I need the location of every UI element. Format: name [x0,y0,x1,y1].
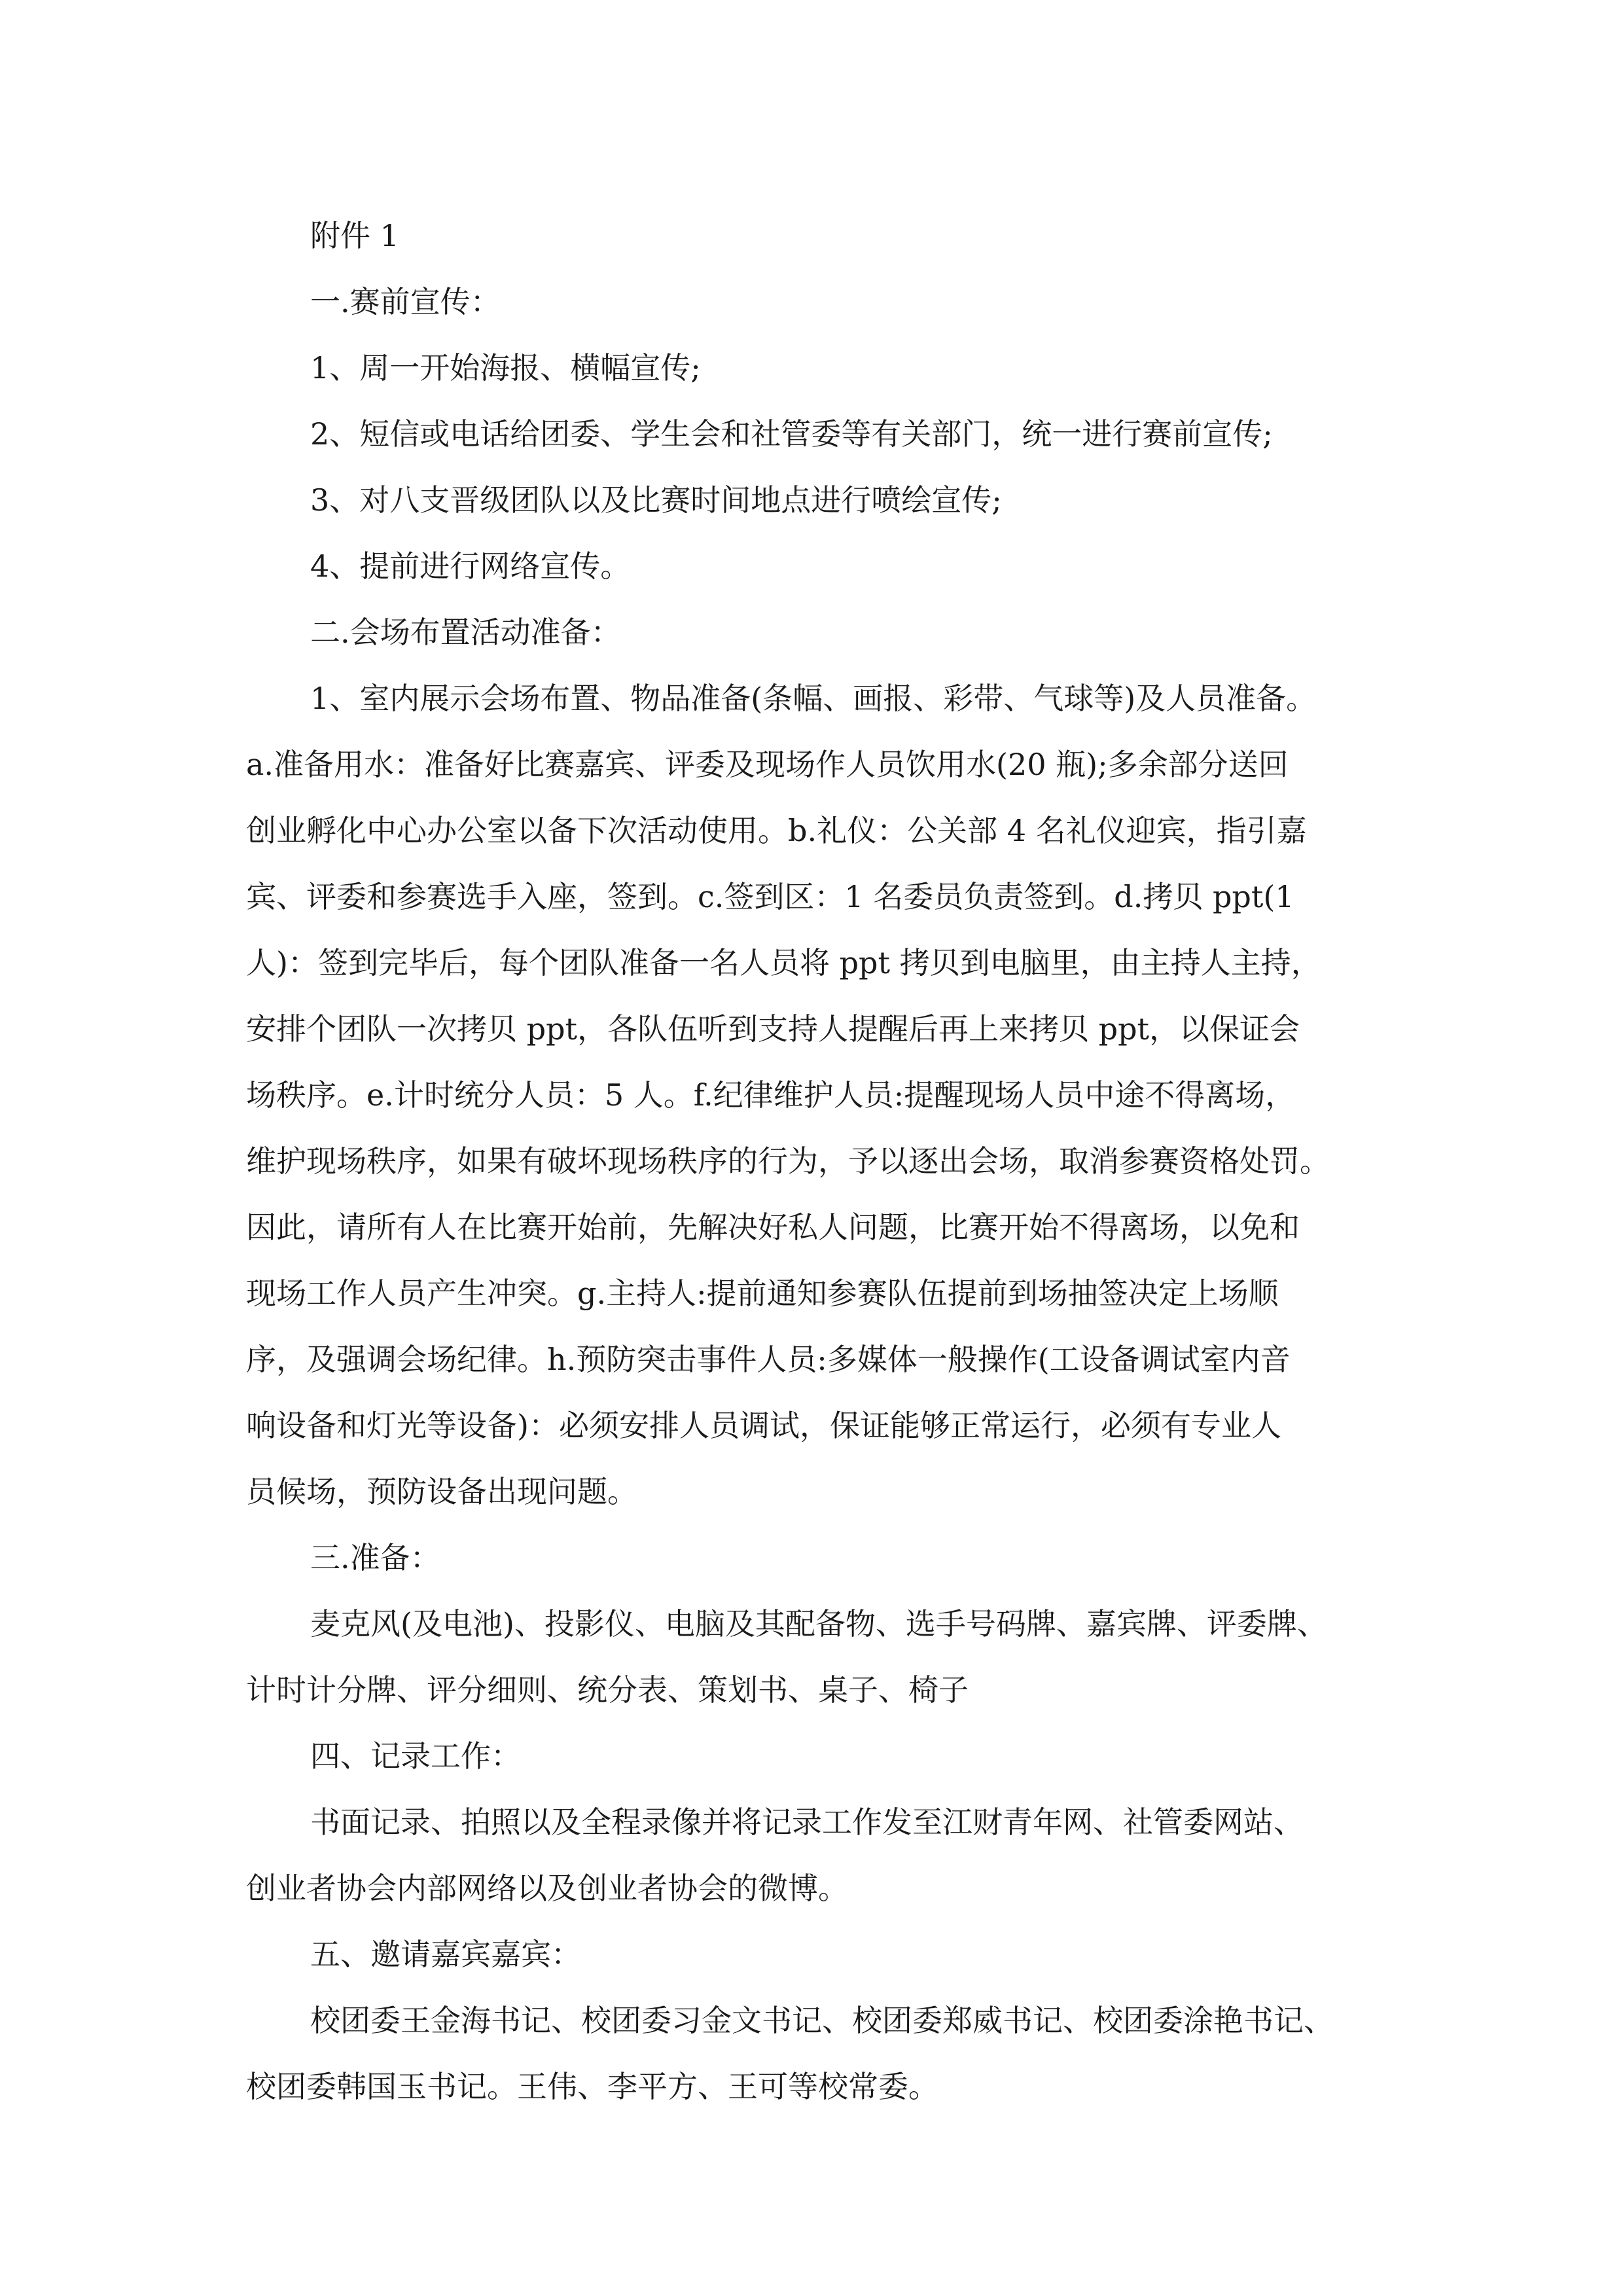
section-heading-venue: 二.会场布置活动准备： [310,615,621,650]
paragraph-line: 序，及强调会场纪律。h.预防突击事件人员:多媒体一般操作(工设备调试室内音 [246,1342,1291,1377]
paragraph-line: 校团委韩国玉书记。王伟、李平方、王可等校常委。 [246,2069,938,2104]
paragraph-line: 书面记录、拍照以及全程录像并将记录工作发至江财青年网、社管委网站、 [310,1804,1304,1840]
paragraph-line: 响设备和灯光等设备)：必须安排人员调试，保证能够正常运行，必须有专业人 [246,1408,1281,1443]
list-item: 4、提前进行网络宣传。 [310,548,631,584]
paragraph-line: 创业孵化中心办公室以备下次活动使用。b.礼仪：公关部 4 名礼仪迎宾，指引嘉 [246,813,1307,848]
section-heading-records: 四、记录工作： [310,1738,521,1774]
paragraph-line: 校团委王金海书记、校团委习金文书记、校团委郑威书记、校团委涂艳书记、 [310,2003,1334,2038]
list-item: 3、对八支晋级团队以及比赛时间地点进行喷绘宣传; [310,482,1002,518]
paragraph-line: 1、室内展示会场布置、物品准备(条幅、画报、彩带、气球等)及人员准备。 [310,681,1317,716]
paragraph-line: 因此，请所有人在比赛开始前，先解决好私人问题，比赛开始不得离场，以免和 [246,1210,1300,1245]
paragraph-line: 员候场，预防设备出现问题。 [246,1474,637,1509]
paragraph-line: 创业者协会内部网络以及创业者协会的微博。 [246,1871,848,1906]
document-body [246,203,1398,2120]
section-heading-publicity: 一.赛前宣传： [310,284,501,319]
paragraph-line: 计时计分牌、评分细则、统分表、策划书、桌子、椅子 [246,1672,969,1708]
attachment-label: 附件 1 [310,218,399,253]
section-heading-guests: 五、邀请嘉宾嘉宾： [310,1937,581,1972]
paragraph-line: 安排个团队一次拷贝 ppt，各队伍听到支持人提醒后再上来拷贝 ppt，以保证会 [246,1011,1300,1047]
paragraph-line: 麦克风(及电池)、投影仪、电脑及其配备物、选手号码牌、嘉宾牌、评委牌、 [310,1606,1327,1641]
paragraph-line: 场秩序。e.计时统分人员：5 人。f.纪律维护人员:提醒现场人员中途不得离场， [246,1077,1296,1113]
section-heading-preparation: 三.准备： [310,1540,440,1575]
list-item: 2、短信或电话给团委、学生会和社管委等有关部门，统一进行赛前宣传; [310,416,1273,452]
paragraph-line: a.准备用水：准备好比赛嘉宾、评委及现场作人员饮用水(20 瓶);多余部分送回 [246,747,1289,782]
paragraph-line: 人)：签到完毕后，每个团队准备一名人员将 ppt 拷贝到电脑里，由主持人主持， [246,945,1321,980]
paragraph-line: 维护现场秩序，如果有破坏现场秩序的行为，予以逐出会场，取消参赛资格处罚。 [246,1143,1330,1179]
paragraph-line: 宾、评委和参赛选手入座，签到。c.签到区：1 名委员负责签到。d.拷贝 ppt(1 [246,879,1294,914]
list-item: 1、周一开始海报、横幅宣传; [310,350,701,386]
paragraph-line: 现场工作人员产生冲突。g.主持人:提前通知参赛队伍提前到场抽签决定上场顺 [246,1276,1279,1311]
